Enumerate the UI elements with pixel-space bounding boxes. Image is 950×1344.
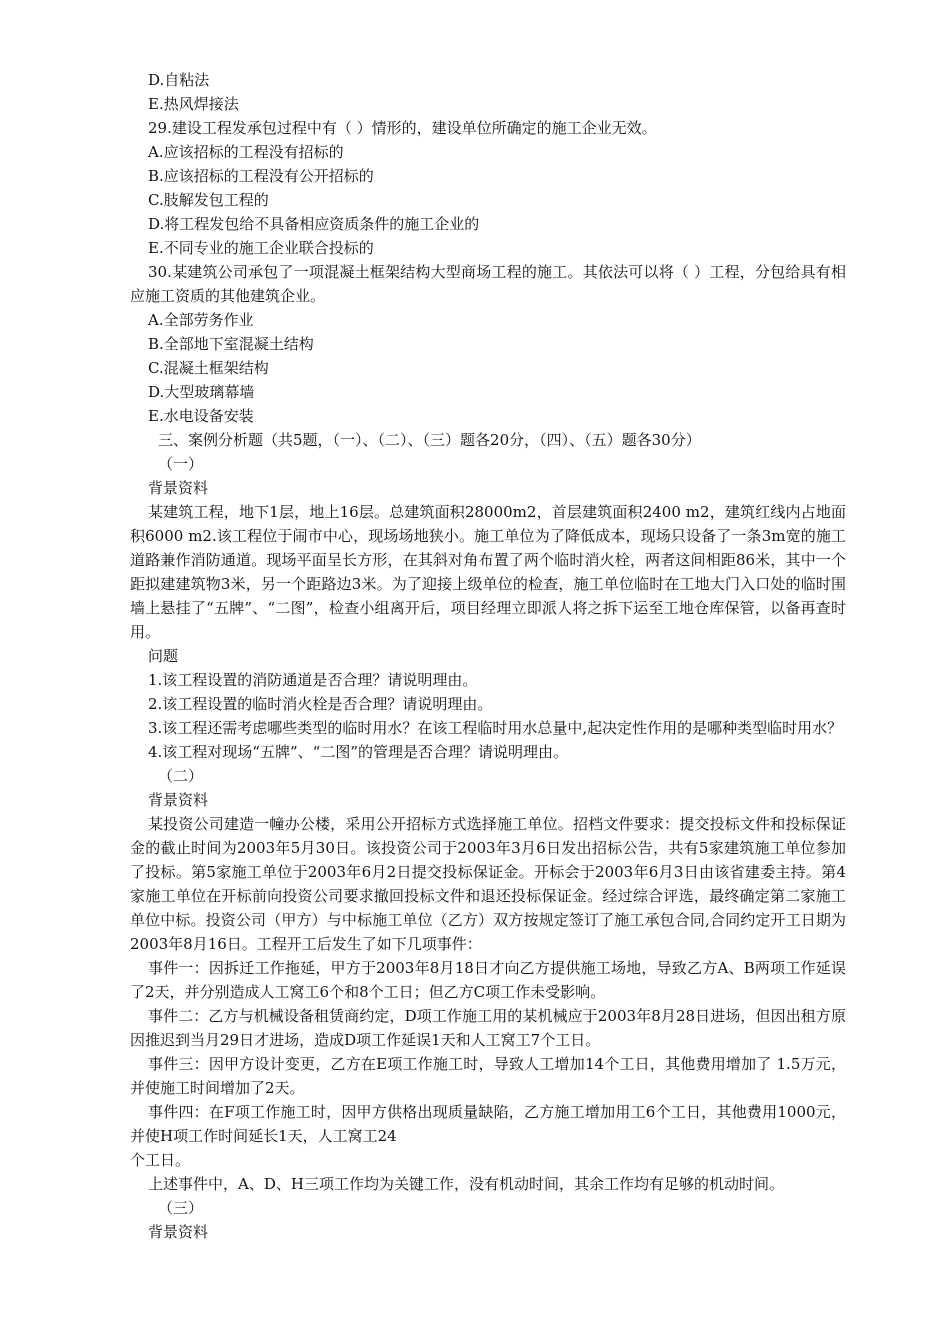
case-1-background-label: 背景资料	[148, 479, 209, 497]
case-2-background-text: 某投资公司建造一幢办公楼，采用公开招标方式选择施工单位。招档文件要求：提交投标文件和投标保证金的截止时间为2003年5月30日。该投资公司于2003年3月6日发出招标公告，共有5家建筑施工单位参加了投标。第5家施工单位于2003年6月2日提交投标保证金。开标会于2003年6月3日由该省建委主持。第4家施工单位在开标前向投资公司要求撤回投标文件和退还投标保证金。经过综合评选，最终确定第二家施工单位中标。投资公司（甲方）与中标施工单位（乙方）双方按规定签订了施工承包合同,合同约定开工日期为2003年8月16日。工程开工后发生了如下几项事件：	[130, 815, 846, 953]
section-3-heading: 三、案例分析题（共5题，（一）、（二）、（三）题各20分，（四）、（五）题各30分）	[158, 431, 701, 449]
case-2-event-4-continued: 个工日。	[130, 1151, 191, 1169]
case-3-background-label: 背景资料	[148, 1223, 209, 1241]
q28-option-e: E.热风焊接法	[148, 95, 239, 113]
case-2-event-4: 事件四：在F项工作施工时，因甲方供格出现质量缺陷，乙方施工增加用工6个工日，其他费用1000元，并使H项工作时间延长1天，人工窝工24	[130, 1103, 846, 1145]
case-1-question-4: 4.该工程对现场“五牌”、“二图”的管理是否合理？请说明理由。	[148, 743, 568, 761]
case-2-event-3: 事件三：因甲方设计变更，乙方在E项工作施工时，导致人工增加14个工日，其他费用增加了 1.5万元，并使施工时间增加了2天。	[130, 1055, 846, 1097]
q30-stem: 30.某建筑公司承包了一项混凝土框架结构大型商场工程的施工。其依法可以将（ ）工程，分包给具有相应施工资质的其他建筑企业。	[130, 263, 846, 305]
q29-stem: 29.建设工程发承包过程中有（ ）情形的，建设单位所确定的施工企业无效。	[148, 119, 657, 137]
case-1-label: （一）	[158, 455, 204, 473]
case-2-summary: 上述事件中，A、D、H三项工作均为关键工作，没有机动时间，其余工作均有足够的机动时间。	[148, 1175, 784, 1193]
q29-option-e: E.不同专业的施工企业联合投标的	[148, 239, 374, 257]
case-1-question-2: 2.该工程设置的临时消火栓是否合理？请说明理由。	[148, 695, 493, 713]
q30-option-d: D.大型玻璃幕墙	[148, 383, 255, 401]
q29-option-b: B.应该招标的工程没有公开招标的	[148, 167, 374, 185]
case-1-background-text: 某建筑工程，地下1层，地上16层。总建筑面积28000m2，首层建筑面积2400 m2，建筑红线内占地面积6000 m2.该工程位于闹市中心，现场场地狭小。施工单位为了降低成本，现场只设备了一条3m宽的施工道路兼作消防通道。现场平面呈长方形，在其斜对角布置了两个临时消火栓，两者这间相距86米，其中一个距拟建建筑物3米，另一个距路边3米。为了迎接上级单位的检查，施工单位临时在工地大门入口处的临时围墙上悬挂了“五牌”、“二图”，检查小组离开后，项目经理立即派人将之拆下运至工地仓库保管，以备再查时用。	[130, 503, 846, 641]
case-3-label: （三）	[158, 1199, 204, 1217]
q30-option-a: A.全部劳务作业	[148, 311, 254, 329]
case-1-questions-label: 问题	[148, 647, 179, 665]
case-1-question-3: 3.该工程还需考虑哪些类型的临时用水？在该工程临时用水总量中,起决定性作用的是哪种类型临时用水？	[148, 719, 843, 737]
case-2-label: （二）	[158, 767, 204, 785]
document-content	[130, 68, 846, 1244]
q30-option-e: E.水电设备安装	[148, 407, 254, 425]
case-1-question-1: 1.该工程设置的消防通道是否合理？请说明理由。	[148, 671, 478, 689]
case-2-event-2: 事件二：乙方与机械设备租赁商约定，D项工作施工用的某机械应于2003年8月28日进场，但因出租方原因推迟到当月29日才进场，造成D项工作延误1天和人工窝工7个工日。	[130, 1007, 846, 1049]
case-2-background-label: 背景资料	[148, 791, 209, 809]
q29-option-d: D.将工程发包给不具备相应资质条件的施工企业的	[148, 215, 480, 233]
q30-option-c: C.混凝土框架结构	[148, 359, 269, 377]
q30-option-b: B.全部地下室混凝土结构	[148, 335, 314, 353]
q28-option-d: D.自粘法	[148, 71, 210, 89]
q29-option-c: C.肢解发包工程的	[148, 191, 269, 209]
case-2-event-1: 事件一：因拆迁工作拖延，甲方于2003年8月18日才向乙方提供施工场地，导致乙方A、B两项工作延误了2天，并分别造成人工窝工6个和8个工日；但乙方C项工作未受影响。	[130, 959, 846, 1001]
q29-option-a: A.应该招标的工程没有招标的	[148, 143, 344, 161]
